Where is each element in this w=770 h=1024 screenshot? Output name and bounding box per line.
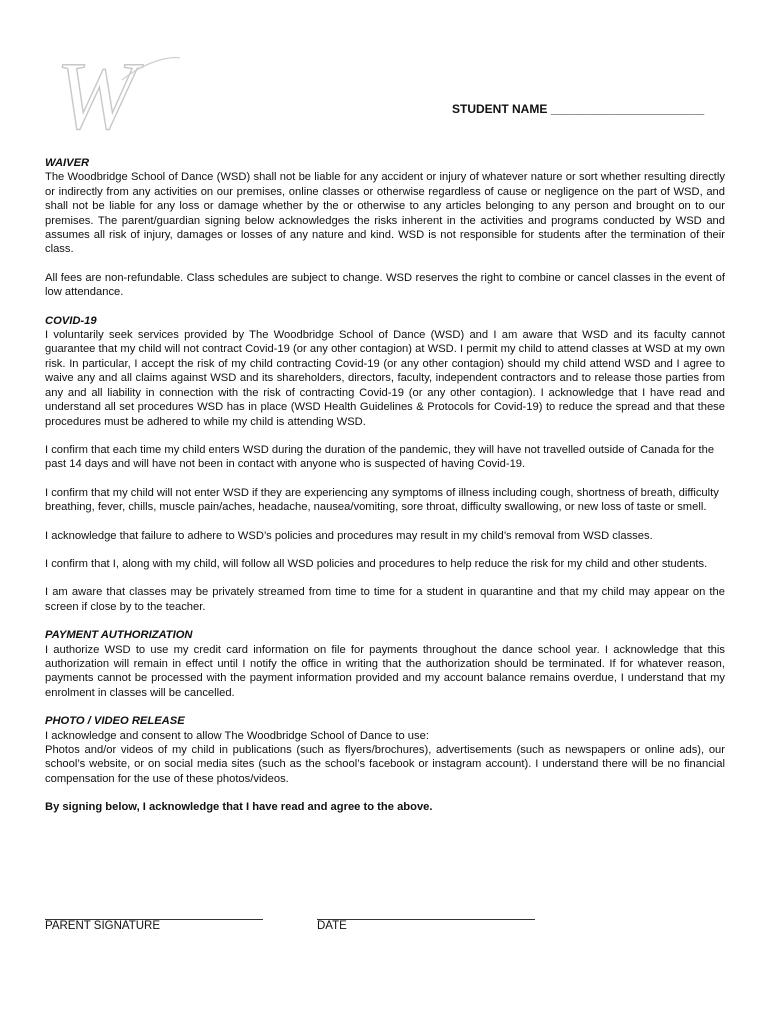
fees-paragraph: All fees are non-refundable. Class schedules are subject to change. WSD reserves the right to combine or cancel classes in the event of low attendance. (45, 271, 725, 299)
payment-heading: PAYMENT AUTHORIZATION (45, 629, 193, 642)
agreement-statement: By signing below, I acknowledge that I have read and agree to the above. (45, 801, 433, 814)
waiver-heading: WAIVER (45, 157, 90, 169)
parent-signature-label: PARENT SIGNATURE (45, 920, 161, 932)
covid-paragraph-4: I acknowledge that failure to adhere to WSD’s policies and procedures may result in my child’s removal from WSD classes. (45, 529, 653, 542)
photo-section (45, 714, 725, 786)
parent-signature-block[interactable] (45, 912, 263, 932)
covid-paragraph-3: I confirm that my child will not enter WSD if they are experiencing any symptoms of illness including cough, shortness of breath, difficulty breathing, fever, chills, muscle pain/aches, headache, nausea/vomiting, sore throat, difficulty swallowing, or new loss of taste or smell. (45, 486, 719, 514)
photo-heading: PHOTO / VIDEO RELEASE (45, 715, 185, 728)
covid-paragraph-2: I confirm that each time my child enters WSD during the duration of the pandemic, they will have not travelled outside of Canada for the past 14 days and will have not been in contact with anyone who is suspected of having Covid-19. (45, 443, 715, 471)
waiver-section (45, 156, 725, 300)
svg-text:W: W (56, 50, 136, 142)
student-name-field[interactable]: STUDENT NAME _______________________ (452, 102, 705, 116)
signature-row (45, 912, 725, 942)
covid-paragraph-5: I confirm that I, along with my child, will follow all WSD policies and procedures to help reduce the risk for my child and other students. (45, 557, 708, 570)
covid-paragraph-1: I voluntarily seek services provided by The Woodbridge School of Dance (WSD) and I am aware that WSD and its faculty cannot guarantee that my child will not contract Covid-19 (or any other contagion) at WSD. I permit my child to attend classes at WSD at my own risk. In particular, I accept the risk of my child contracting Covid-19 (or any other contagion) should my child attend WSD and I agree to waive any and all claims against WSD and its shareholders, directors, faculty, independent contractors and to release those parties from any and all liability in connection with the risk of contracting Covid-19 (or any other contagion). I acknowledge that I have read and understand all set procedures WSD has in place (WSD Health Guidelines & Protocols for Covid-19) to reduce the spread and that these procedures must be adhered to while my child is attending WSD. (45, 329, 725, 428)
date-block[interactable] (317, 912, 535, 932)
date-line[interactable] (317, 912, 535, 920)
date-label: DATE (317, 920, 347, 932)
photo-consent-line: I acknowledge and consent to allow The Woodbridge School of Dance to use: (45, 729, 429, 742)
payment-section (45, 628, 725, 700)
covid-section (45, 314, 725, 615)
photo-paragraph: Photos and/or videos of my child in publications (such as flyers/brochures), advertisements (such as newspapers or online ads), our school’s website, or on social media sites (such as the school’s facebook or instagram account). I understand there will be no financial compensation for the use of these photos/videos. (45, 744, 725, 785)
covid-heading: COVID-19 (45, 314, 97, 327)
parent-signature-line[interactable] (45, 912, 263, 920)
payment-paragraph: I authorize WSD to use my credit card information on file for payments throughout the dance school year. I acknowledge that this authorization will remain in effect until I notify the office in writing that the authorization should be terminated. If for whatever reason, payments cannot be processed with the payment information provided and my account balance remains overdue, I understand that my enrolment in classes will be cancelled. (45, 643, 725, 699)
waiver-paragraph-1: The Woodbridge School of Dance (WSD) shall not be liable for any accident or injury of whatever nature or sort whether resulting directly or indirectly from any activities on our premises, online classes or otherwise regardless of cause or negligence on the part of WSD, and shall not be liable for any loss or damage whether by the or otherwise to any articles belonging to any person and brought on to our premises. The parent/guardian signing below acknowledges the risks inherent in the activities and programs conducted by WSD and assumes all risk of injury, damages or losses of any nature and kind. WSD is not responsible for students after the termination of their class. (45, 171, 725, 256)
logo-w-monogram (52, 50, 182, 142)
school-logo (52, 50, 182, 142)
covid-paragraph-6: I am aware that classes may be privately streamed from time to time for a student in quarantine and that my child may appear on the screen if close by to the teacher. (45, 586, 725, 613)
waiver-document-body (45, 156, 725, 815)
